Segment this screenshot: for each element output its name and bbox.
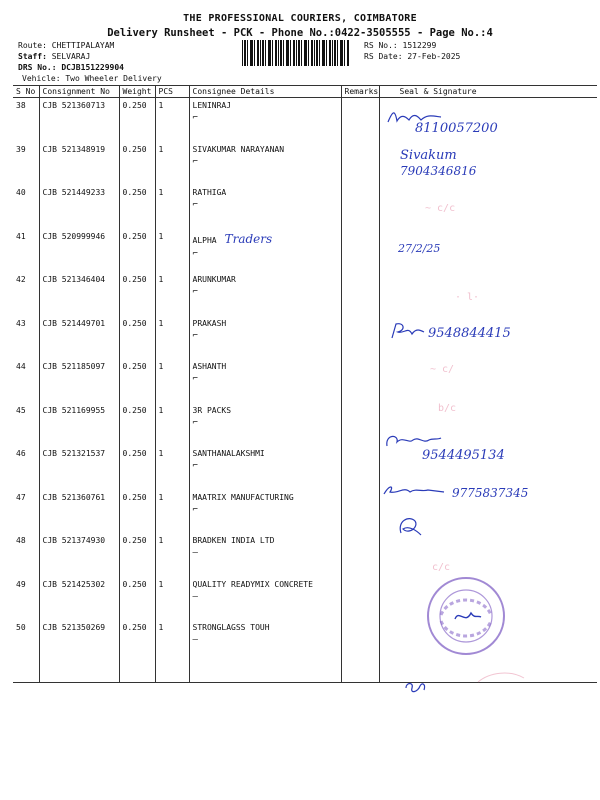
faint-scribble-icon	[470, 668, 530, 688]
vehicle-label: Vehicle:	[22, 74, 61, 83]
remarks	[341, 185, 379, 229]
phone-47: 9775837345	[452, 486, 529, 500]
tick-mark-icon: ⌐	[192, 461, 198, 471]
barcode-bar	[347, 40, 349, 66]
col-weight: Weight	[119, 86, 155, 98]
col-sno: S No	[13, 86, 39, 98]
barcode-bar	[296, 40, 297, 66]
sno: 47	[16, 492, 26, 502]
faint-mark: c/c	[432, 562, 451, 573]
tick-mark-icon: ⌐	[192, 287, 198, 297]
consignee-name: PRAKASH	[192, 318, 227, 328]
vehicle-value: Two Wheeler Delivery	[65, 74, 162, 83]
barcode-bar	[257, 40, 259, 66]
phone-38: 8110057200	[415, 121, 498, 136]
barcode	[242, 40, 352, 66]
consignment-no: CJB 520999946	[39, 229, 119, 273]
weight: 0.250	[119, 490, 155, 534]
pcs: 1	[155, 620, 189, 664]
route-line	[18, 41, 114, 50]
col-seal: Seal & Signature	[379, 86, 597, 98]
consignment-no: CJB 521449701	[39, 316, 119, 360]
weight: 0.250	[119, 142, 155, 186]
pcs: 1	[155, 98, 189, 142]
consignee	[189, 533, 341, 577]
tick-mark-icon: ⌐	[192, 417, 198, 428]
rs-date-value: 27-Feb-2025	[407, 52, 461, 61]
consignee-name: ASHANTH	[192, 362, 227, 371]
weight: 0.250	[119, 359, 155, 403]
weight: 0.250	[119, 403, 155, 447]
drs-label: DRS No.:	[18, 63, 57, 72]
consignee	[189, 359, 341, 403]
weight: 0.250	[119, 98, 155, 142]
consignee	[189, 403, 341, 447]
seal-signature	[379, 533, 597, 577]
seal-signature	[379, 185, 597, 229]
sno: 46	[16, 449, 26, 458]
barcode-bar	[265, 40, 266, 66]
consignment-no: CJB 521449233	[39, 185, 119, 229]
barcode-bar	[262, 40, 264, 66]
pcs: 1	[155, 490, 189, 534]
tick-mark-icon: —	[192, 591, 198, 602]
table-row	[13, 446, 597, 490]
weight: 0.250	[119, 577, 155, 621]
barcode-bar	[322, 40, 325, 66]
drs-value: DCJB151229904	[61, 63, 124, 72]
tick-mark-icon: ⌐	[192, 504, 198, 515]
remarks	[341, 446, 379, 490]
barcode-bar	[280, 40, 282, 66]
barcode-bar	[278, 40, 279, 66]
consignee-name: BRADKEN INDIA LTD	[192, 536, 275, 545]
remarks	[341, 229, 379, 273]
tick-mark-icon: ⌐	[192, 200, 198, 210]
consignee-name: QUALITY READYMIX CONCRETE	[192, 579, 313, 589]
weight: 0.250	[119, 446, 155, 490]
consignment-no: CJB 521321537	[39, 446, 119, 490]
consignment-no: CJB 521346404	[39, 272, 119, 316]
route-value: CHETTIPALAYAM	[51, 41, 115, 50]
consignee-name: ARUNKUMAR	[192, 275, 236, 284]
table-row	[13, 620, 597, 664]
rs-date-line	[364, 52, 460, 61]
sno: 45	[16, 405, 26, 415]
barcode-bar	[275, 40, 277, 66]
consignee	[189, 98, 341, 142]
barcode-bar	[283, 40, 284, 66]
date-41: 27/2/25	[398, 242, 441, 255]
tick-mark-icon: ⌐	[192, 156, 198, 167]
remarks	[341, 316, 379, 360]
barcode-bar	[301, 40, 302, 66]
pcs: 1	[155, 577, 189, 621]
consignee	[189, 446, 341, 490]
barcode-bar	[304, 40, 307, 66]
consignee-name: LENINRAJ	[192, 101, 232, 110]
barcode-bar	[290, 40, 291, 66]
consignment-no: CJB 521185097	[39, 359, 119, 403]
barcode-bar	[308, 40, 309, 66]
barcode-bar	[334, 40, 336, 66]
table-row	[13, 98, 597, 142]
consignee	[189, 620, 341, 664]
company-title: THE PROFESSIONAL COURIERS, COIMBATORE	[183, 13, 417, 24]
consignment-no: CJB 521348919	[39, 142, 119, 186]
runsheet-subtitle: Delivery Runsheet - PCK - Phone No.:0422-3505555 - Page No.:4	[107, 27, 493, 39]
table-header	[13, 86, 597, 98]
rs-no-value: 1512299	[402, 41, 437, 50]
consignee-name: MAATRIX MANUFACTURING	[192, 492, 294, 502]
barcode-bar	[326, 40, 327, 66]
remarks	[341, 272, 379, 316]
remarks	[341, 490, 379, 534]
barcode-bar	[254, 40, 255, 66]
barcode-bar	[242, 40, 243, 66]
sno: 49	[16, 579, 26, 589]
pcs: 1	[155, 403, 189, 447]
weight: 0.250	[119, 620, 155, 664]
consignment-no: CJB 521360713	[39, 98, 119, 142]
pcs: 1	[155, 272, 189, 316]
tick-mark-icon: ⌐	[192, 248, 198, 259]
pcs: 1	[155, 142, 189, 186]
barcode-bar	[332, 40, 333, 66]
staff-line	[18, 52, 90, 61]
col-consignment: Consignment No	[39, 86, 119, 98]
remarks	[341, 577, 379, 621]
sno: 50	[16, 623, 26, 632]
tick-mark-icon: ⌐	[192, 113, 198, 123]
barcode-bar	[244, 40, 246, 66]
table-row	[13, 229, 597, 273]
route-label: Route:	[18, 41, 47, 50]
consignee	[189, 272, 341, 316]
consignee	[189, 142, 341, 186]
consignee-name: STRONGLAGSS TOUH	[192, 623, 270, 632]
staff-label: Staff:	[18, 52, 47, 61]
pcs: 1	[155, 446, 189, 490]
remarks	[341, 403, 379, 447]
barcode-bar	[247, 40, 248, 66]
barcode-bar	[311, 40, 313, 66]
consignment-no: CJB 521169955	[39, 403, 119, 447]
sno: 40	[16, 188, 26, 197]
barcode-bar	[340, 40, 343, 66]
consignee-name: ALPHA	[192, 235, 217, 245]
tick-mark-icon: ⌐	[192, 330, 198, 341]
barcode-bar	[316, 40, 318, 66]
weight: 0.250	[119, 229, 155, 273]
col-pcs: PCS	[155, 86, 189, 98]
table-row	[13, 185, 597, 229]
staff-value: SELVARAJ	[51, 52, 91, 61]
table-row	[13, 577, 597, 621]
table-row	[13, 272, 597, 316]
faint-mark: b/c	[438, 403, 457, 414]
table-row	[13, 403, 597, 447]
consignee	[189, 490, 341, 534]
signature-43-icon	[388, 320, 428, 342]
barcode-bar	[344, 40, 345, 66]
table-row	[13, 533, 597, 577]
consignee	[189, 316, 341, 360]
pcs: 1	[155, 533, 189, 577]
signature-48-icon	[395, 513, 425, 539]
drs-line	[18, 63, 124, 72]
consignee-name: RATHIGA	[192, 188, 227, 197]
col-consignee: Consignee Details	[189, 86, 341, 98]
table-row	[13, 142, 597, 186]
faint-mark: ~ c/	[430, 364, 455, 375]
remarks	[341, 142, 379, 186]
weight: 0.250	[119, 316, 155, 360]
consignee	[189, 229, 341, 273]
runsheet-table	[13, 85, 597, 683]
barcode-bar	[293, 40, 295, 66]
barcode-bar	[260, 40, 261, 66]
sno: 42	[16, 275, 26, 284]
seal-signature	[379, 272, 597, 316]
rs-no-line	[364, 41, 436, 50]
sno: 44	[16, 362, 26, 371]
table-row	[13, 359, 597, 403]
signature-47-icon	[380, 482, 450, 498]
barcode-bar	[272, 40, 273, 66]
seal-signature	[379, 359, 597, 403]
consignment-no: CJB 521374930	[39, 533, 119, 577]
phone-39: 7904346816	[400, 164, 477, 178]
weight: 0.250	[119, 185, 155, 229]
remarks	[341, 620, 379, 664]
tick-mark-icon: ⌐	[192, 374, 198, 384]
barcode-bar	[286, 40, 289, 66]
weight: 0.250	[119, 533, 155, 577]
faint-mark: · l·	[455, 292, 480, 303]
rs-no-label: RS No.:	[364, 41, 398, 50]
faint-mark: ~ c/c	[425, 203, 456, 214]
consignee-name: SANTHANALAKSHMI	[192, 449, 265, 458]
consignment-no: CJB 521425302	[39, 577, 119, 621]
consignee	[189, 577, 341, 621]
pcs: 1	[155, 229, 189, 273]
consignment-no: CJB 521350269	[39, 620, 119, 664]
barcode-bar	[329, 40, 331, 66]
barcode-bar	[319, 40, 320, 66]
company-seal-stamp	[425, 575, 507, 657]
sno: 41	[16, 231, 26, 241]
pcs: 1	[155, 359, 189, 403]
consignee-name: SIVAKUMAR NARAYANAN	[192, 144, 285, 154]
consignee	[189, 185, 341, 229]
handwritten-note: Traders	[224, 231, 273, 246]
consignee-name: 3R PACKS	[192, 405, 232, 415]
sno: 48	[16, 536, 26, 545]
remarks	[341, 359, 379, 403]
sno: 38	[16, 101, 26, 110]
phone-43: 9548844415	[428, 326, 511, 341]
barcode-bar	[250, 40, 253, 66]
signature-39: Sivakum	[400, 148, 457, 163]
weight: 0.250	[119, 272, 155, 316]
remarks	[341, 533, 379, 577]
pcs: 1	[155, 316, 189, 360]
col-remarks: Remarks	[341, 86, 379, 98]
barcode-bar	[268, 40, 271, 66]
remarks	[341, 98, 379, 142]
barcode-bar	[337, 40, 338, 66]
sno: 39	[16, 144, 26, 154]
phone-46: 9544495134	[422, 448, 505, 463]
tick-mark-icon: —	[192, 548, 198, 558]
tick-mark-icon: —	[192, 635, 198, 645]
vehicle-line	[22, 74, 162, 83]
consignment-no: CJB 521360761	[39, 490, 119, 534]
barcode-bar	[314, 40, 315, 66]
barcode-bar	[298, 40, 300, 66]
bottom-initials-icon	[400, 678, 430, 696]
rs-date-label: RS Date:	[364, 52, 403, 61]
sno: 43	[16, 318, 26, 328]
pcs: 1	[155, 185, 189, 229]
